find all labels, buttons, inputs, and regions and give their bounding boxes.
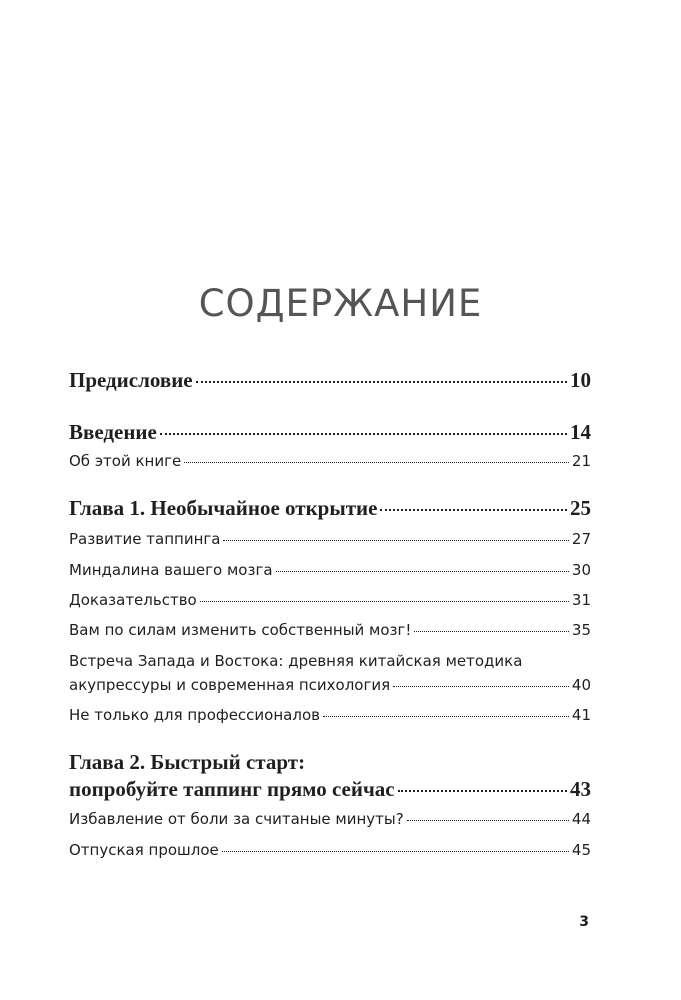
- toc-page-number: 31: [571, 591, 591, 609]
- toc-page-number: 43: [570, 777, 591, 801]
- page-title: СОДЕРЖАНИЕ: [198, 282, 483, 325]
- dot-leader: [223, 540, 568, 541]
- toc-entry-title: Доказательство: [69, 591, 197, 609]
- toc-page-number: 27: [571, 530, 591, 548]
- toc-entry-title: Миндалина вашего мозга: [69, 561, 273, 579]
- dot-leader: [222, 851, 569, 852]
- toc-entry-title: попробуйте таппинг прямо сейчас: [69, 777, 395, 801]
- toc-entry-title: Глава 1. Необычайное открытие: [69, 496, 378, 520]
- dot-leader: [398, 790, 567, 792]
- toc-entry-about-book[interactable]: [69, 452, 591, 470]
- toc-entry-title: Об этой книге: [69, 452, 182, 470]
- toc-entry-chapter-2-line1[interactable]: Глава 2. Быстрый старт:: [69, 750, 306, 774]
- toc-page-number: 21: [571, 452, 591, 470]
- toc-entry-preface[interactable]: [69, 368, 591, 393]
- dot-leader: [184, 462, 569, 463]
- toc-entry-title: Введение: [69, 420, 157, 444]
- toc-entry-chapter-2[interactable]: [69, 777, 591, 802]
- toc-entry-letting-go[interactable]: [69, 841, 591, 859]
- toc-entry-introduction[interactable]: [69, 420, 591, 445]
- dot-leader: [393, 686, 569, 687]
- toc-entry-not-only-professionals[interactable]: [69, 706, 591, 724]
- toc-entry-east-west-line1[interactable]: Встреча Запада и Востока: древняя китайская методика: [69, 652, 523, 670]
- toc-entry-title: Вам по силам изменить собственный мозг!: [69, 621, 412, 639]
- toc-entry-tapping-development[interactable]: [69, 530, 591, 548]
- dot-leader: [200, 601, 569, 602]
- toc-entry-title: Развитие таппинга: [69, 530, 221, 548]
- toc-entry-chapter-1[interactable]: [69, 496, 591, 521]
- toc-entry-amygdala[interactable]: [69, 561, 591, 579]
- toc-entry-title: Предисловие: [69, 368, 193, 392]
- dot-leader: [276, 571, 569, 572]
- toc-page-number: 41: [571, 706, 591, 724]
- toc-page-number: 45: [571, 841, 591, 859]
- toc-page-number: 35: [571, 621, 591, 639]
- toc-page-number: 14: [570, 420, 591, 444]
- dot-leader: [196, 381, 567, 383]
- toc-entry-title: Отпуская прошлое: [69, 841, 219, 859]
- toc-page-number: 40: [571, 676, 591, 694]
- toc-entry-proof[interactable]: [69, 591, 591, 609]
- toc-page-number: 25: [570, 496, 591, 520]
- dot-leader: [407, 820, 569, 821]
- toc-entry-pain-relief[interactable]: [69, 810, 591, 828]
- dot-leader: [380, 509, 567, 511]
- dot-leader: [323, 716, 569, 717]
- toc-entry-title: Избавление от боли за считаные минуты?: [69, 810, 404, 828]
- toc-entry-title: акупрессуры и современная психология: [69, 676, 391, 694]
- toc-entry-title: Не только для профессионалов: [69, 706, 320, 724]
- page-number: 3: [579, 914, 589, 930]
- toc-entry-change-brain[interactable]: [69, 621, 591, 639]
- toc-page-number: 30: [571, 561, 591, 579]
- toc-page-number: 10: [570, 368, 591, 392]
- dot-leader: [414, 631, 568, 632]
- dot-leader: [160, 433, 567, 435]
- toc-page-number: 44: [571, 810, 591, 828]
- toc-entry-east-west[interactable]: [69, 676, 591, 694]
